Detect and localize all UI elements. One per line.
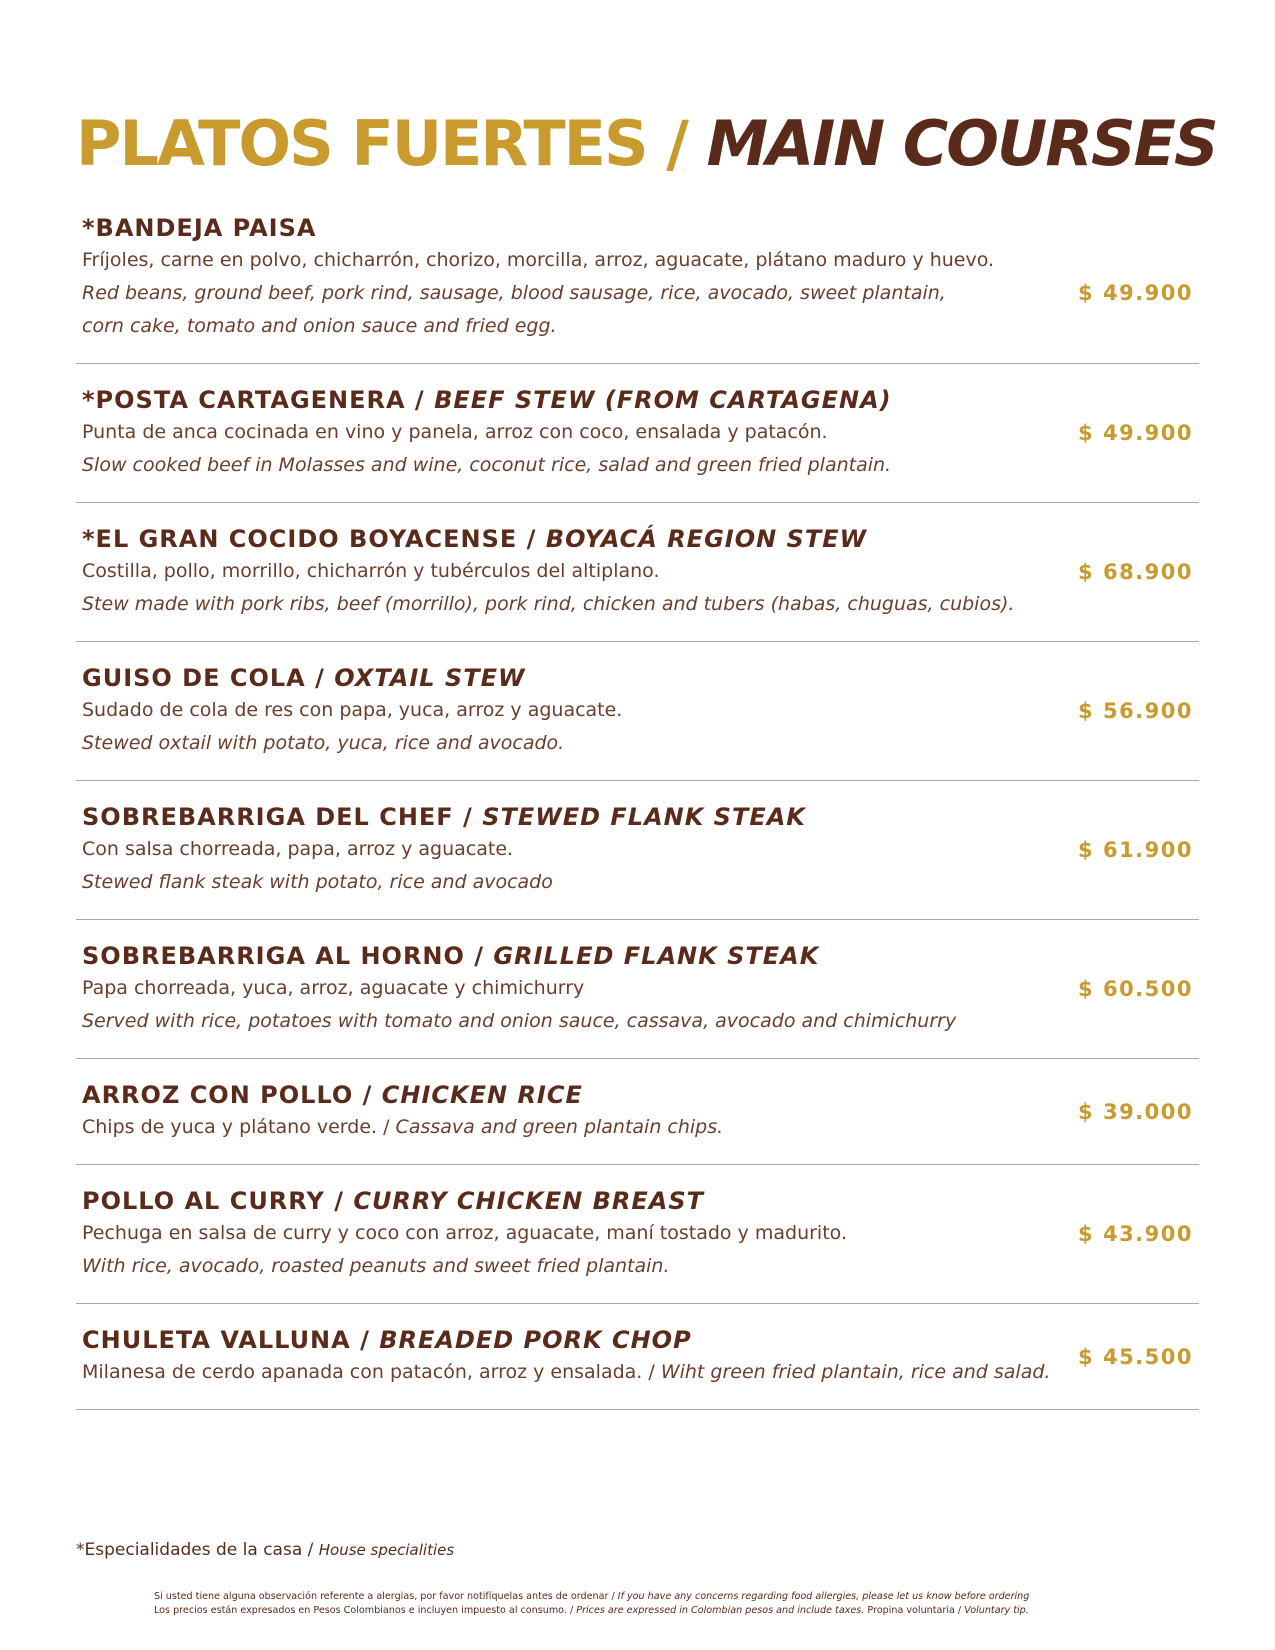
dish-name-spanish: CHULETA VALLUNA xyxy=(82,1326,351,1354)
dish-price: $ 68.900 xyxy=(1078,560,1193,584)
menu-item xyxy=(76,204,1199,364)
dish-name-spanish: SOBREBARRIGA AL HORNO xyxy=(82,942,465,970)
menu-item xyxy=(76,642,1199,781)
dish-name-english: CURRY CHICKEN BREAST xyxy=(353,1187,704,1215)
title-spanish: PLATOS FUERTES xyxy=(76,107,647,180)
dish-name-spanish: *POSTA CARTAGENERA xyxy=(82,386,406,414)
menu-item xyxy=(76,1165,1199,1304)
description-english: Wiht green fried plantain, rice and salad. xyxy=(660,1361,1051,1383)
legal-line-allergies xyxy=(154,1590,1124,1604)
dish-name-english: BREADED PORK CHOP xyxy=(379,1326,692,1354)
description-english: Served with rice, potatoes with tomato and onion sauce, cassava, avocado and chimichurry xyxy=(82,1010,957,1032)
dish-name: CHULETA VALLUNA / BREADED PORK CHOP xyxy=(82,1326,692,1354)
menu-item xyxy=(76,920,1199,1059)
dish-price: $ 60.500 xyxy=(1078,977,1193,1001)
title-separator: / xyxy=(666,107,687,180)
dish-description xyxy=(82,1356,1199,1389)
dish-name-english: BEEF STEW (FROM CARTAGENA) xyxy=(434,386,892,414)
description-english: With rice, avocado, roasted peanuts and sweet fried plantain. xyxy=(82,1255,670,1277)
legal-text xyxy=(154,1590,1124,1618)
description-english: Stewed flank steak with potato, rice and avocado xyxy=(82,871,553,893)
description-spanish: Milanesa de cerdo apanada con patacón, arroz y ensalada. / xyxy=(82,1361,655,1383)
dish-name-english: OXTAIL STEW xyxy=(334,664,526,692)
description-spanish: Costilla, pollo, morrillo, chicharrón y tubérculos del altiplano. xyxy=(82,560,660,582)
dish-price: $ 56.900 xyxy=(1078,699,1193,723)
description-english: Slow cooked beef in Molasses and wine, coconut rice, salad and green fried plantain. xyxy=(82,454,892,476)
menu-list xyxy=(76,204,1199,1410)
dish-name: ARROZ CON POLLO / CHICKEN RICE xyxy=(82,1081,583,1109)
legal-allergies-es: Si usted tiene alguna observación referente a alergias, por favor notifíquelas antes de ordenar / xyxy=(154,1591,615,1602)
description-spanish: Papa chorreada, yuca, arroz, aguacate y chimichurry xyxy=(82,977,585,999)
title-english: MAIN COURSES xyxy=(706,107,1217,180)
legal-tip-es: Propina voluntaria / xyxy=(867,1605,962,1616)
dish-price: $ 61.900 xyxy=(1078,838,1193,862)
note-english: House specialities xyxy=(318,1541,455,1559)
dish-name-spanish: GUISO DE COLA xyxy=(82,664,306,692)
note-spanish: *Especialidades de la casa / xyxy=(76,1540,314,1560)
dish-name-spanish: *BANDEJA PAISA xyxy=(82,214,317,242)
description-english: Stew made with pork ribs, beef (morrillo), pork rind, chicken and tubers (habas, chuguas, cubios). xyxy=(82,593,1015,615)
description-spanish: Fríjoles, carne en polvo, chicharrón, chorizo, morcilla, arroz, aguacate, plátano maduro y huevo. xyxy=(82,249,995,271)
dish-name-english: BOYACÁ REGION STEW xyxy=(545,525,868,553)
menu-item xyxy=(76,781,1199,920)
dish-price: $ 39.000 xyxy=(1078,1099,1193,1124)
page-title xyxy=(76,104,1217,184)
dish-name-english: STEWED FLANK STEAK xyxy=(482,803,806,831)
description-english: Cassava and green plantain chips. xyxy=(395,1116,724,1138)
description-spanish: Chips de yuca y plátano verde. / xyxy=(82,1116,390,1138)
description-spanish: Pechuga en salsa de curry y coco con arroz, aguacate, maní tostado y madurito. xyxy=(82,1222,847,1244)
description-spanish: Punta de anca cocinada en vino y panela, arroz con coco, ensalada y patacón. xyxy=(82,421,828,443)
dish-description xyxy=(82,1111,1199,1144)
dish-price: $ 49.900 xyxy=(1078,421,1193,445)
dish-name: GUISO DE COLA / OXTAIL STEW xyxy=(82,664,526,692)
legal-prices-en: Prices are expressed in Colombian pesos and include taxes. xyxy=(576,1605,865,1616)
description-english: corn cake, tomato and onion sauce and fried egg. xyxy=(82,315,557,337)
dish-name: *POSTA CARTAGENERA / BEEF STEW (FROM CARTAGENA) xyxy=(82,386,892,414)
menu-item xyxy=(76,503,1199,642)
dish-name: SOBREBARRIGA AL HORNO / GRILLED FLANK STEAK xyxy=(82,942,820,970)
menu-item xyxy=(76,1059,1199,1165)
legal-allergies-en: If you have any concerns regarding food allergies, please let us know before ordering xyxy=(617,1591,1030,1602)
description-english: Stewed oxtail with potato, yuca, rice and avocado. xyxy=(82,732,565,754)
dish-name-spanish: POLLO AL CURRY xyxy=(82,1187,325,1215)
legal-tip-en: Voluntary tip. xyxy=(964,1605,1029,1616)
dish-price: $ 45.500 xyxy=(1078,1344,1193,1369)
description-spanish: Con salsa chorreada, papa, arroz y aguacate. xyxy=(82,838,514,860)
dish-name-spanish: SOBREBARRIGA DEL CHEF xyxy=(82,803,454,831)
description-english: Red beans, ground beef, pork rind, sausage, blood sausage, rice, avocado, sweet plantain, xyxy=(82,282,946,304)
legal-prices-es: Los precios están expresados en Pesos Colombianos e incluyen impuesto al consumo. / xyxy=(154,1605,574,1616)
dish-name: SOBREBARRIGA DEL CHEF / STEWED FLANK STEAK xyxy=(82,803,806,831)
dish-name xyxy=(82,212,1199,244)
dish-name: *EL GRAN COCIDO BOYACENSE / BOYACÁ REGION STEW xyxy=(82,525,868,553)
dish-price: $ 49.900 xyxy=(1078,281,1193,306)
description-spanish: Sudado de cola de res con papa, yuca, arroz y aguacate. xyxy=(82,699,623,721)
house-specialities-note xyxy=(76,1540,454,1560)
dish-name-spanish: ARROZ CON POLLO xyxy=(82,1081,354,1109)
dish-name-english: CHICKEN RICE xyxy=(381,1081,583,1109)
dish-price: $ 43.900 xyxy=(1078,1222,1193,1246)
dish-name-english: GRILLED FLANK STEAK xyxy=(493,942,820,970)
menu-item xyxy=(76,364,1199,503)
legal-line-prices xyxy=(154,1604,1124,1618)
dish-name: POLLO AL CURRY / CURRY CHICKEN BREAST xyxy=(82,1187,704,1215)
dish-name-spanish: *EL GRAN COCIDO BOYACENSE xyxy=(82,525,518,553)
menu-item xyxy=(76,1304,1199,1410)
